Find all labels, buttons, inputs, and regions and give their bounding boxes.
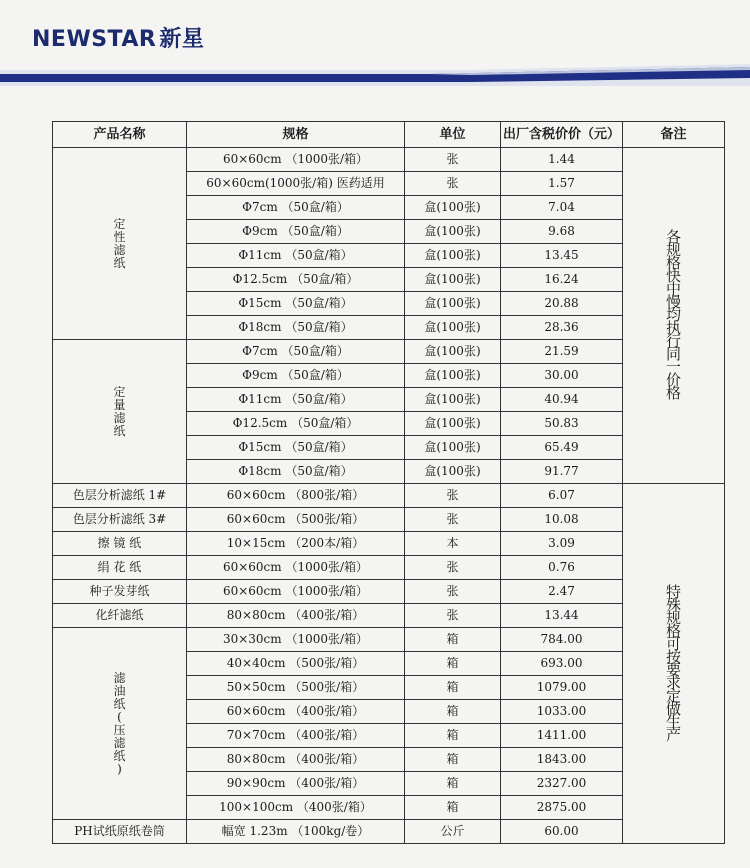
spec-cell: 30×30cm （1000张/箱）	[187, 628, 405, 652]
spec-cell: 幅宽 1.23m （100kg/卷）	[187, 820, 405, 844]
spec-cell: 60×60cm(1000张/箱) 医药适用	[187, 172, 405, 196]
price-cell: 1411.00	[501, 724, 623, 748]
header-spec: 规格	[187, 122, 405, 148]
spec-cell: 50×50cm （500张/箱）	[187, 676, 405, 700]
price-cell: 30.00	[501, 364, 623, 388]
unit-cell: 本	[405, 532, 501, 556]
spec-cell: 70×70cm （400张/箱）	[187, 724, 405, 748]
spec-cell: Φ9cm （50盒/箱）	[187, 364, 405, 388]
spec-cell: Φ12.5cm （50盒/箱）	[187, 412, 405, 436]
product-name-cell: 定 性 滤 纸	[53, 148, 187, 340]
price-cell: 3.09	[501, 532, 623, 556]
spec-cell: 80×80cm （400张/箱）	[187, 748, 405, 772]
spec-cell: 60×60cm （400张/箱）	[187, 700, 405, 724]
unit-cell: 盒(100张)	[405, 364, 501, 388]
price-cell: 1843.00	[501, 748, 623, 772]
brand-name-en: NEWSTAR	[32, 27, 157, 52]
table-row	[53, 484, 725, 508]
price-cell: 2875.00	[501, 796, 623, 820]
unit-cell: 箱	[405, 676, 501, 700]
remark-cell: 特 殊 规 格 可 按 要 求 定 做 生 产	[623, 484, 725, 844]
unit-cell: 张	[405, 172, 501, 196]
price-cell: 7.04	[501, 196, 623, 220]
unit-cell: 箱	[405, 772, 501, 796]
price-cell: 50.83	[501, 412, 623, 436]
price-cell: 10.08	[501, 508, 623, 532]
unit-cell: 盒(100张)	[405, 220, 501, 244]
price-cell: 40.94	[501, 388, 623, 412]
price-cell: 13.44	[501, 604, 623, 628]
spec-cell: 60×60cm （1000张/箱）	[187, 148, 405, 172]
spec-cell: Φ11cm （50盒/箱）	[187, 388, 405, 412]
spec-cell: 60×60cm （800张/箱）	[187, 484, 405, 508]
brand-name-cn: 新星	[159, 27, 205, 52]
price-cell: 693.00	[501, 652, 623, 676]
spec-cell: 100×100cm （400张/箱）	[187, 796, 405, 820]
price-cell: 1.44	[501, 148, 623, 172]
price-cell: 91.77	[501, 460, 623, 484]
table-body	[53, 148, 725, 844]
spec-cell: 40×40cm （500张/箱）	[187, 652, 405, 676]
product-name-cell: 绢 花 纸	[53, 556, 187, 580]
spec-cell: 10×15cm （200本/箱）	[187, 532, 405, 556]
unit-cell: 盒(100张)	[405, 436, 501, 460]
unit-cell: 箱	[405, 724, 501, 748]
remark-cell: 各 规 格 快 中 慢 均 执 行 同 一 价 格	[623, 148, 725, 484]
spec-cell: 60×60cm （1000张/箱）	[187, 556, 405, 580]
spec-cell: 90×90cm （400张/箱）	[187, 772, 405, 796]
price-cell: 65.49	[501, 436, 623, 460]
spec-cell: Φ11cm （50盒/箱）	[187, 244, 405, 268]
unit-cell: 盒(100张)	[405, 316, 501, 340]
price-cell: 21.59	[501, 340, 623, 364]
header-band	[0, 64, 750, 86]
unit-cell: 箱	[405, 796, 501, 820]
price-table	[52, 121, 725, 844]
price-cell: 1079.00	[501, 676, 623, 700]
price-cell: 2327.00	[501, 772, 623, 796]
unit-cell: 盒(100张)	[405, 412, 501, 436]
spec-cell: 60×60cm （1000张/箱）	[187, 580, 405, 604]
unit-cell: 盒(100张)	[405, 388, 501, 412]
unit-cell: 张	[405, 580, 501, 604]
product-name-cell: PH试纸原纸卷筒	[53, 820, 187, 844]
unit-cell: 盒(100张)	[405, 340, 501, 364]
header-remark: 备注	[623, 122, 725, 148]
unit-cell: 张	[405, 148, 501, 172]
brand-logo	[32, 22, 204, 53]
spec-cell: Φ15cm （50盒/箱）	[187, 436, 405, 460]
price-cell: 28.36	[501, 316, 623, 340]
product-name-cell: 种子发芽纸	[53, 580, 187, 604]
unit-cell: 箱	[405, 628, 501, 652]
price-cell: 6.07	[501, 484, 623, 508]
spec-cell: Φ18cm （50盒/箱）	[187, 460, 405, 484]
unit-cell: 盒(100张)	[405, 244, 501, 268]
product-name-cell: 定 量 滤 纸	[53, 340, 187, 484]
unit-cell: 盒(100张)	[405, 292, 501, 316]
product-name-cell: 化纤滤纸	[53, 604, 187, 628]
spec-cell: Φ9cm （50盒/箱）	[187, 220, 405, 244]
spec-cell: 60×60cm （500张/箱）	[187, 508, 405, 532]
spec-cell: Φ7cm （50盒/箱）	[187, 196, 405, 220]
price-cell: 16.24	[501, 268, 623, 292]
price-cell: 13.45	[501, 244, 623, 268]
product-name-cell: 色层分析滤纸 3#	[53, 508, 187, 532]
unit-cell: 张	[405, 556, 501, 580]
price-cell: 1.57	[501, 172, 623, 196]
spec-cell: 80×80cm （400张/箱）	[187, 604, 405, 628]
price-cell: 60.00	[501, 820, 623, 844]
header-product: 产品名称	[53, 122, 187, 148]
unit-cell: 张	[405, 508, 501, 532]
unit-cell: 张	[405, 604, 501, 628]
unit-cell: 箱	[405, 652, 501, 676]
spec-cell: Φ18cm （50盒/箱）	[187, 316, 405, 340]
spec-cell: Φ15cm （50盒/箱）	[187, 292, 405, 316]
unit-cell: 箱	[405, 700, 501, 724]
price-cell: 2.47	[501, 580, 623, 604]
price-cell: 20.88	[501, 292, 623, 316]
price-cell: 9.68	[501, 220, 623, 244]
price-cell: 784.00	[501, 628, 623, 652]
product-name-cell: 滤 油 纸 ( 压 滤 纸 )	[53, 628, 187, 820]
unit-cell: 盒(100张)	[405, 268, 501, 292]
product-name-cell: 擦 镜 纸	[53, 532, 187, 556]
product-name-cell: 色层分析滤纸 1#	[53, 484, 187, 508]
unit-cell: 盒(100张)	[405, 460, 501, 484]
price-cell: 1033.00	[501, 700, 623, 724]
price-cell: 0.76	[501, 556, 623, 580]
unit-cell: 盒(100张)	[405, 196, 501, 220]
spec-cell: Φ12.5cm （50盒/箱）	[187, 268, 405, 292]
header-price: 出厂含税价价（元）	[501, 122, 623, 148]
unit-cell: 张	[405, 484, 501, 508]
table-row	[53, 148, 725, 172]
unit-cell: 公斤	[405, 820, 501, 844]
header-unit: 单位	[405, 122, 501, 148]
unit-cell: 箱	[405, 748, 501, 772]
table-header-row	[53, 122, 725, 148]
spec-cell: Φ7cm （50盒/箱）	[187, 340, 405, 364]
